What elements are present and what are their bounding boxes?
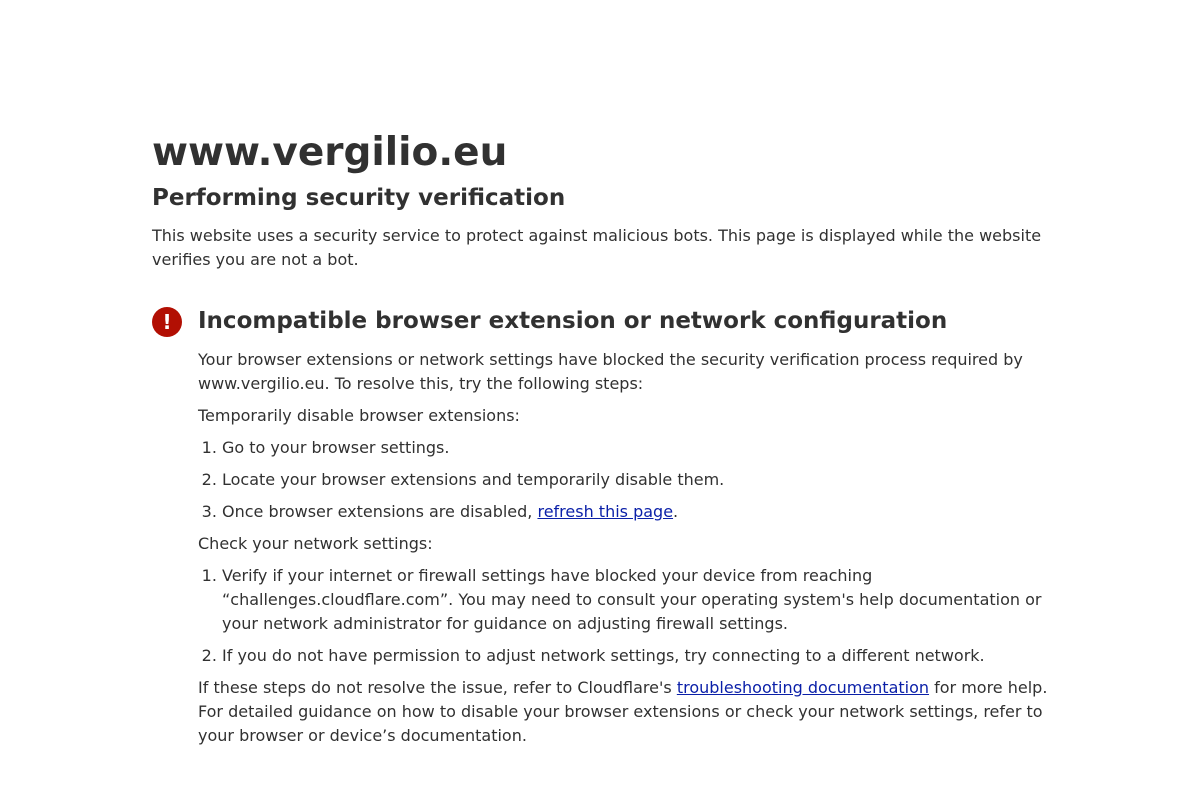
extensions-step-3-prefix: Once browser extensions are disabled, bbox=[222, 502, 538, 521]
error-block bbox=[152, 305, 1052, 748]
footer-help-text bbox=[198, 676, 1052, 748]
exclamation-circle-icon: ! bbox=[152, 307, 182, 337]
network-heading: Check your network settings: bbox=[198, 534, 433, 553]
intro-text: This website uses a security service to protect against malicious bots. This page is displayed while the website verifies you are not a bot. bbox=[152, 226, 1042, 269]
extensions-heading: Temporarily disable browser extensions: bbox=[198, 406, 520, 425]
troubleshooting-docs-link[interactable]: troubleshooting documentation bbox=[676, 678, 930, 697]
footer-prefix: If these steps do not resolve the issue, refer to Cloudflare's bbox=[198, 678, 677, 697]
network-step-1: 1. Verify if your internet or firewall settings have blocked your device from reaching “challenges.cloudflare.com”. You may need to consult your operating system's help documentation or your network administrator for guidance on adjusting firewall settings. bbox=[222, 564, 1052, 636]
extensions-step-2: 2. Locate your browser extensions and temporarily disable them. bbox=[222, 468, 1052, 492]
network-step-2: 2. If you do not have permission to adjust network settings, try connecting to a different network. bbox=[222, 644, 1052, 668]
error-description: Your browser extensions or network settings have blocked the security verification process required by www.vergilio.eu. To resolve this, try the following steps: bbox=[198, 350, 1023, 393]
extensions-steps-list bbox=[198, 436, 1052, 524]
extensions-step-3 bbox=[222, 500, 1052, 524]
extensions-step-3-suffix: . bbox=[673, 502, 679, 521]
site-title: www.vergilio.eu bbox=[152, 130, 508, 175]
extensions-step-1: 1. Go to your browser settings. bbox=[222, 436, 1052, 460]
main-content bbox=[152, 128, 1052, 748]
page-subtitle: Performing security verification bbox=[152, 185, 566, 211]
footer-suffix: for more help. For detailed guidance on how to disable your browser extensions or check your network settings, refer to your browser or device’s documentation. bbox=[198, 678, 1048, 745]
network-steps-list bbox=[198, 564, 1052, 668]
error-title: Incompatible browser extension or network configuration bbox=[198, 308, 948, 334]
refresh-page-link[interactable]: refresh this page bbox=[537, 502, 674, 521]
